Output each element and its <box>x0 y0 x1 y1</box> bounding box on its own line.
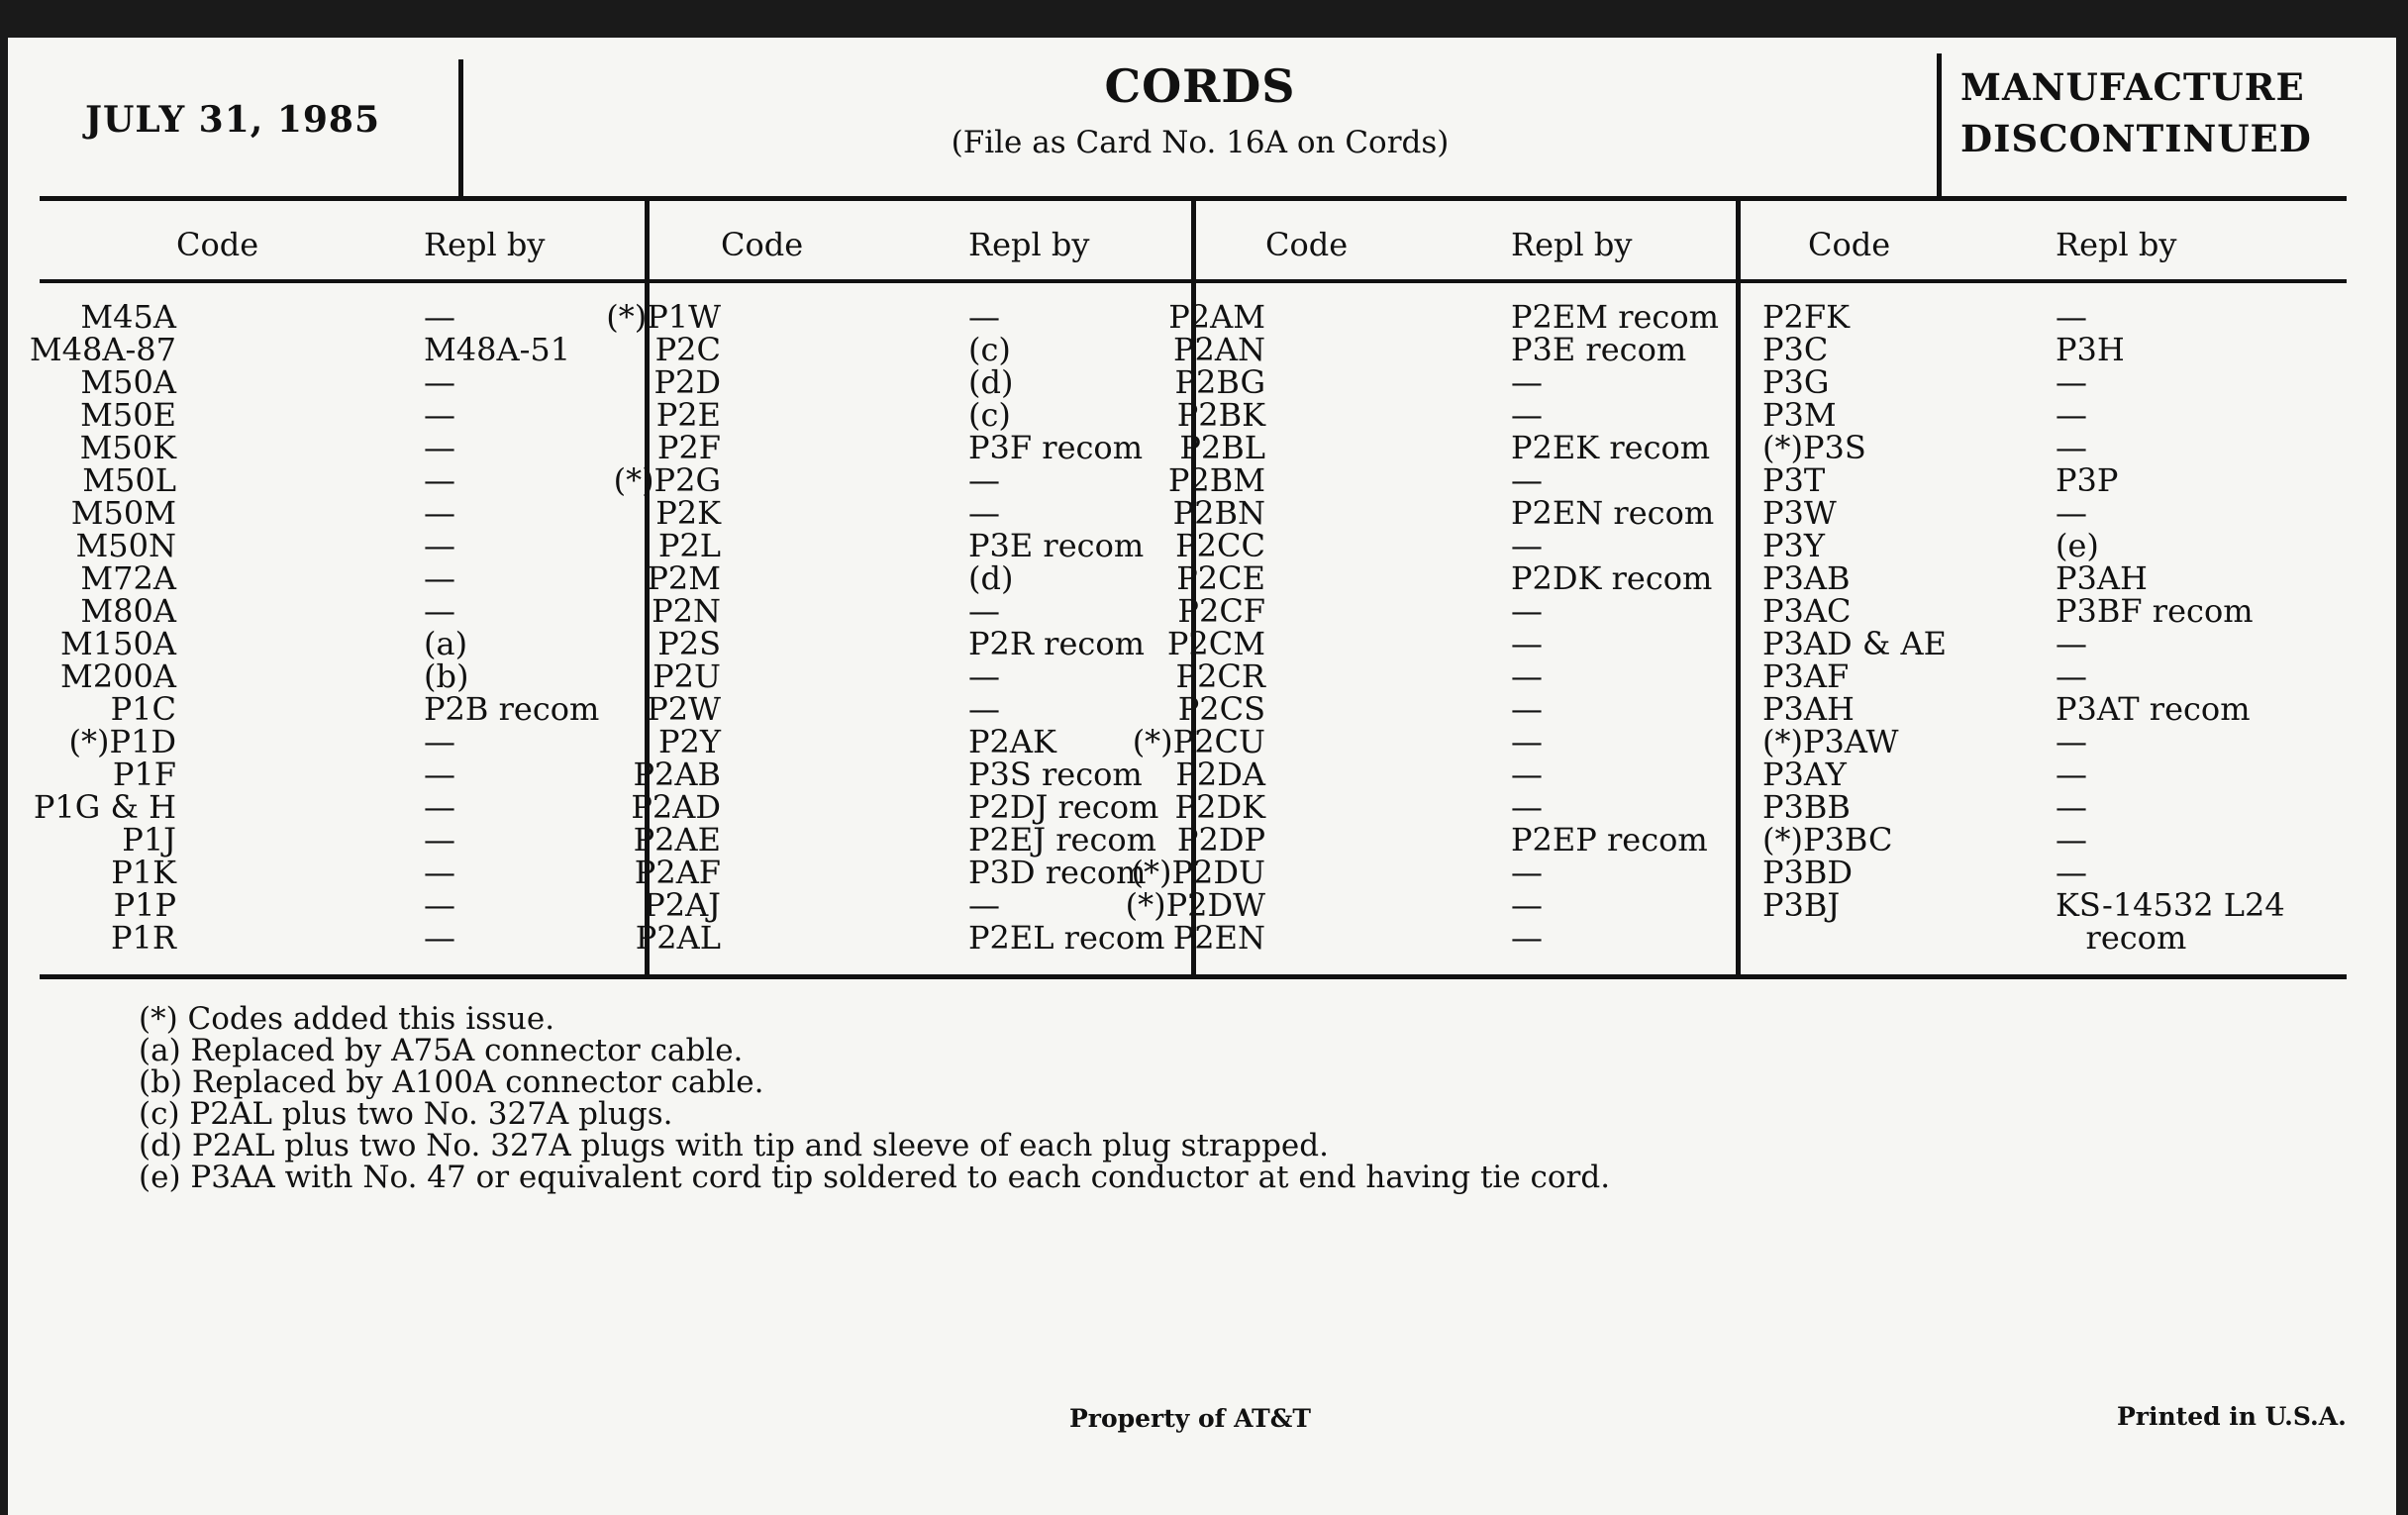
code-cell: P2BN <box>1172 494 1265 532</box>
col4-code-header: Code <box>1808 226 1891 263</box>
code-cell: P3AD & AE <box>1762 625 1947 662</box>
code-cell: P3C <box>1762 331 1829 368</box>
repl-cell: — <box>968 461 1000 499</box>
repl-cell: — <box>968 886 1000 924</box>
code-cell: P2D <box>653 363 721 401</box>
code-cell: P3G <box>1762 363 1830 401</box>
repl-cell: — <box>424 756 455 793</box>
header-divider-right <box>1937 53 1942 198</box>
repl-cell: recom <box>2056 919 2187 957</box>
repl-cell: — <box>2056 494 2087 532</box>
property-notice: Property of AT&T <box>1069 1404 1311 1433</box>
code-cell: M50A <box>80 363 176 401</box>
code-cell: P2AJ <box>644 886 721 924</box>
code-cell: (*)P2G <box>613 461 721 499</box>
repl-cell: P3S recom <box>968 756 1143 793</box>
repl-cell: — <box>424 396 455 434</box>
card-subtitle: (File as Card No. 16A on Cords) <box>951 125 1450 160</box>
repl-cell: P3E recom <box>1511 331 1687 368</box>
code-cell: P2AM <box>1168 298 1265 336</box>
repl-cell: — <box>2056 756 2087 793</box>
code-cell: P2BM <box>1167 461 1265 499</box>
status-label <box>1960 61 2312 164</box>
repl-cell: — <box>1511 886 1543 924</box>
repl-cell: P2EL recom <box>968 919 1165 957</box>
repl-cell: — <box>2056 298 2087 336</box>
code-cell: P2F <box>656 429 721 466</box>
code-cell: P2BG <box>1174 363 1265 401</box>
code-cell: P2L <box>657 527 721 564</box>
code-cell: P1F <box>112 756 176 793</box>
code-cell: P2CF <box>1177 592 1265 630</box>
repl-cell: — <box>1511 788 1543 826</box>
printed-notice: Printed in U.S.A. <box>2117 1402 2347 1431</box>
repl-cell: — <box>2056 396 2087 434</box>
repl-cell: (d) <box>968 559 1014 597</box>
code-cell: P1K <box>111 854 176 891</box>
repl-cell: P3H <box>2056 331 2125 368</box>
repl-cell: P2EJ recom <box>968 821 1157 858</box>
repl-cell: — <box>968 494 1000 532</box>
footnote: (c) P2AL plus two No. 327A plugs. <box>139 1096 673 1132</box>
repl-cell: — <box>968 592 1000 630</box>
repl-cell: — <box>424 592 455 630</box>
repl-cell: — <box>1511 657 1543 695</box>
col2-repl-header: Repl by <box>968 226 1090 263</box>
repl-cell: P2EM recom <box>1511 298 1719 336</box>
code-cell: P3AY <box>1762 756 1847 793</box>
repl-cell: — <box>1511 723 1543 760</box>
repl-cell: — <box>424 494 455 532</box>
code-cell: M80A <box>80 592 176 630</box>
code-cell: P2N <box>652 592 721 630</box>
repl-cell: — <box>424 559 455 597</box>
code-cell: P3M <box>1762 396 1837 434</box>
repl-cell: P2B recom <box>424 690 600 728</box>
code-cell: P2AB <box>633 756 721 793</box>
code-cell: M45A <box>80 298 176 336</box>
repl-cell: P2DJ recom <box>968 788 1159 826</box>
code-cell: P1G & H <box>33 788 176 826</box>
repl-cell: — <box>424 919 455 957</box>
code-cell: P2K <box>655 494 721 532</box>
repl-cell: P3P <box>2056 461 2119 499</box>
footnote: (a) Replaced by A75A connector cable. <box>139 1033 744 1068</box>
code-cell: (*)P2DW <box>1125 886 1265 924</box>
code-cell: M50L <box>82 461 176 499</box>
col1-repl <box>424 298 600 957</box>
code-cell: M50K <box>79 429 176 466</box>
footnote: (b) Replaced by A100A connector cable. <box>139 1064 764 1100</box>
code-cell: P2U <box>652 657 721 695</box>
repl-cell: P2EP recom <box>1511 821 1708 858</box>
footnote: (d) P2AL plus two No. 327A plugs with tip and sleeve of each plug strapped. <box>139 1128 1329 1163</box>
code-cell: P3W <box>1762 494 1837 532</box>
code-cell: M50E <box>80 396 176 434</box>
code-cell: P3BB <box>1762 788 1851 826</box>
repl-cell: — <box>2056 363 2087 401</box>
code-cell: (*)P1W <box>606 298 721 336</box>
code-cell: (*)P2CU <box>1132 723 1265 760</box>
code-cell: M72A <box>80 559 176 597</box>
repl-cell: P3AT recom <box>2056 690 2251 728</box>
repl-cell: — <box>2056 625 2087 662</box>
repl-cell: (c) <box>968 396 1011 434</box>
repl-cell: P3D recom <box>968 854 1147 891</box>
repl-cell: P3E recom <box>968 527 1145 564</box>
code-cell: P2CR <box>1175 657 1265 695</box>
code-cell: P2AE <box>633 821 721 858</box>
code-cell: P1P <box>113 886 176 924</box>
repl-cell: (c) <box>968 331 1011 368</box>
code-cell: P2W <box>647 690 721 728</box>
code-cell: P2Y <box>657 723 721 760</box>
repl-cell: — <box>424 461 455 499</box>
repl-cell: — <box>1511 461 1543 499</box>
code-cell: P3Y <box>1762 527 1826 564</box>
col2-code-header: Code <box>721 226 804 263</box>
col3-code-header: Code <box>1265 226 1349 263</box>
col3-repl <box>1511 298 1719 957</box>
repl-cell: P3F recom <box>968 429 1144 466</box>
footnote: (e) P3AA with No. 47 or equivalent cord tip soldered to each conductor at end having tie cord. <box>139 1160 1611 1195</box>
repl-cell: — <box>424 298 455 336</box>
code-cell: P3BJ <box>1762 886 1841 924</box>
code-cell: P1R <box>111 919 176 957</box>
repl-cell: — <box>2056 723 2087 760</box>
code-cell: P3BD <box>1762 854 1854 891</box>
code-cell: (*)P2DU <box>1131 854 1265 891</box>
repl-cell: — <box>424 429 455 466</box>
repl-cell: P2R recom <box>968 625 1145 662</box>
repl-cell: (a) <box>424 625 468 662</box>
code-cell: P3AF <box>1762 657 1850 695</box>
repl-cell: P3BF recom <box>2056 592 2254 630</box>
repl-cell: — <box>424 527 455 564</box>
code-cell: P2CM <box>1166 625 1265 662</box>
code-cell: P2DK <box>1174 788 1265 826</box>
code-cell: M50M <box>70 494 176 532</box>
code-cell: P2S <box>657 625 721 662</box>
repl-cell: (e) <box>2056 527 2099 564</box>
repl-cell: — <box>968 657 1000 695</box>
col1-code-header: Code <box>176 226 259 263</box>
code-cell: P2E <box>655 396 721 434</box>
issue-date: JULY 31, 1985 <box>85 99 381 141</box>
repl-cell: — <box>2056 788 2087 826</box>
col2-codes <box>606 298 721 957</box>
repl-cell: (b) <box>424 657 469 695</box>
code-cell: (*)P1D <box>68 723 176 760</box>
repl-cell: P2EK recom <box>1511 429 1711 466</box>
repl-cell: — <box>1511 919 1543 957</box>
status-line-2: DISCONTINUED <box>1960 117 2312 160</box>
repl-cell: — <box>2056 854 2087 891</box>
footnote: (*) Codes added this issue. <box>139 1001 555 1037</box>
repl-cell: P3AH <box>2056 559 2148 597</box>
repl-cell: — <box>424 886 455 924</box>
repl-cell: — <box>424 821 455 858</box>
code-cell: P2AN <box>1173 331 1265 368</box>
code-cell: P1J <box>122 821 176 858</box>
repl-cell: — <box>424 788 455 826</box>
code-cell: (*)P3S <box>1762 429 1866 466</box>
col4-repl <box>2056 298 2285 957</box>
code-cell: P3AB <box>1762 559 1851 597</box>
repl-cell: — <box>424 723 455 760</box>
code-cell: M50N <box>75 527 176 564</box>
repl-cell: P2DK recom <box>1511 559 1713 597</box>
code-cell: (*)P3BC <box>1762 821 1893 858</box>
col4-repl-header: Repl by <box>2056 226 2177 263</box>
repl-cell: P2EN recom <box>1511 494 1715 532</box>
code-cell: M48A-87 <box>29 331 176 368</box>
footnotes <box>139 1003 1610 1193</box>
repl-cell: (d) <box>968 363 1014 401</box>
repl-cell: — <box>968 298 1000 336</box>
column-divider-3 <box>1736 198 1741 976</box>
card-title: CORDS <box>1104 59 1296 113</box>
repl-cell: — <box>1511 854 1543 891</box>
code-cell: P2M <box>647 559 721 597</box>
status-line-1: MANUFACTURE <box>1960 65 2305 109</box>
repl-cell: — <box>424 363 455 401</box>
col3-codes <box>1125 298 1265 957</box>
code-cell: P2C <box>654 331 721 368</box>
repl-cell: — <box>2056 821 2087 858</box>
code-cell: P2CC <box>1175 527 1265 564</box>
repl-cell: — <box>2056 429 2087 466</box>
col1-codes <box>29 298 176 957</box>
code-cell: P2AD <box>631 788 721 826</box>
code-cell: P2AF <box>634 854 721 891</box>
code-cell: M200A <box>60 657 176 695</box>
code-cell: P2CE <box>1176 559 1265 597</box>
repl-cell: — <box>1511 592 1543 630</box>
code-cell: P3T <box>1762 461 1826 499</box>
code-cell: P2DA <box>1175 756 1265 793</box>
repl-cell: P2AK <box>968 723 1056 760</box>
col4-codes <box>1762 298 1947 955</box>
repl-cell: — <box>1511 363 1543 401</box>
code-cell: P2FK <box>1762 298 1850 336</box>
repl-cell: — <box>424 854 455 891</box>
code-cell: P3AC <box>1762 592 1852 630</box>
repl-cell: — <box>1511 396 1543 434</box>
repl-cell: M48A-51 <box>424 331 571 368</box>
code-cell: P2BL <box>1179 429 1265 466</box>
repl-cell: — <box>1511 625 1543 662</box>
repl-cell: — <box>968 690 1000 728</box>
col1-repl-header: Repl by <box>424 226 546 263</box>
code-cell <box>1762 922 1947 955</box>
repl-cell: KS-14532 L24 <box>2056 886 2285 924</box>
code-cell: P2DP <box>1176 821 1265 858</box>
code-cell: (*)P3AW <box>1762 723 1899 760</box>
code-cell: P2AL <box>635 919 721 957</box>
code-cell: P2CS <box>1177 690 1265 728</box>
index-card <box>8 38 2396 1515</box>
repl-cell: — <box>2056 657 2087 695</box>
repl-cell: — <box>1511 527 1543 564</box>
code-cell: P3AH <box>1762 690 1855 728</box>
code-cell: P2EN <box>1172 919 1265 957</box>
code-cell: M150A <box>60 625 176 662</box>
col3-repl-header: Repl by <box>1511 226 1633 263</box>
code-cell: P2BK <box>1176 396 1265 434</box>
code-cell: P1C <box>110 690 176 728</box>
repl-cell: — <box>1511 756 1543 793</box>
repl-cell: — <box>1511 690 1543 728</box>
